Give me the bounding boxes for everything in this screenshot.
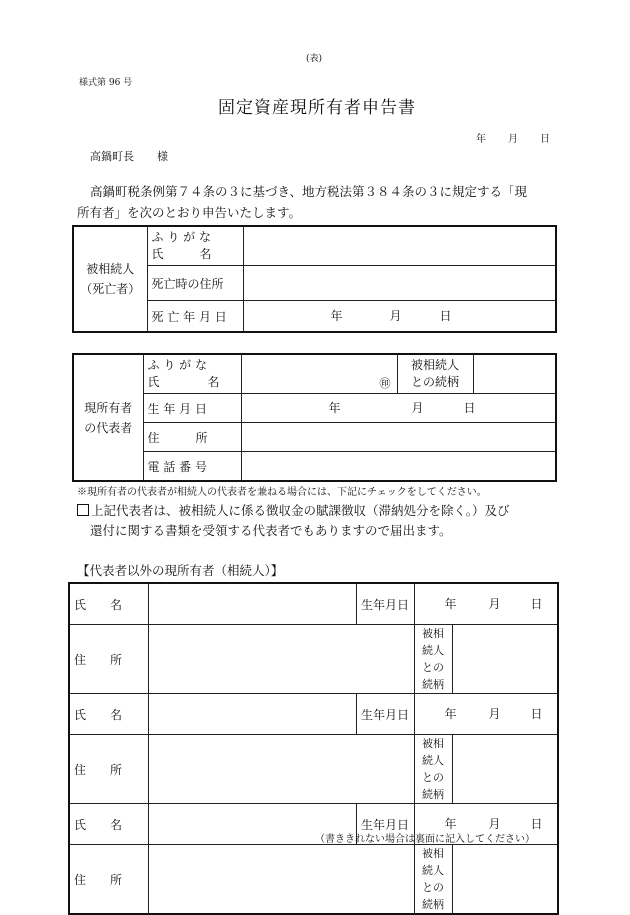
deceased-address-field[interactable] (243, 266, 556, 301)
other-name-label: 氏 名 (69, 583, 148, 625)
other-name-field[interactable] (148, 583, 356, 625)
representative-birth-field[interactable] (241, 394, 556, 423)
representative-address-field[interactable] (241, 423, 556, 452)
relation-label-1: 被相続人 (410, 358, 459, 372)
relation-label-2: との続柄 (422, 881, 444, 911)
other-birth-label: 生年月日 (356, 804, 414, 845)
deceased-label-1: 被相続人 (86, 262, 135, 276)
other-year: 年 (444, 817, 457, 831)
representative-label-1: 現所有者 (84, 400, 133, 415)
deceased-table (72, 225, 557, 333)
deceased-date-label: 死 亡 年 月 日 (147, 301, 243, 333)
representative-relation-field[interactable] (473, 354, 556, 394)
deceased-name-field[interactable] (243, 226, 556, 266)
checkbox-note: ※現所有者の代表者が相続人の代表者を兼ねる場合には、下記にチェックをしてください。 (77, 487, 487, 498)
other-year: 年 (444, 597, 457, 611)
representative-table (72, 353, 557, 482)
seal-mark: ㊞ (379, 377, 391, 390)
deceased-address-label: 死亡時の住所 (147, 266, 243, 301)
other-day: 日 (530, 597, 543, 611)
other-month: 月 (488, 597, 501, 611)
other-name-label: 氏 名 (69, 804, 148, 845)
other-address-label: 住 所 (69, 625, 148, 694)
relation-label-1: 被相続人 (422, 847, 444, 877)
deceased-label-2: （死亡者） (80, 282, 141, 296)
relation-label-2: との続柄 (422, 661, 444, 691)
intro-line-2: 所有者」を次のとおり申告いたします。 (77, 205, 302, 220)
relation-label-1: 被相続人 (422, 627, 444, 657)
submission-date-day[interactable]: 日 (540, 134, 550, 145)
other-address-field[interactable] (148, 845, 414, 915)
other-birth-field[interactable] (414, 694, 558, 735)
representative-month: 月 (411, 401, 424, 415)
other-relation-field[interactable] (452, 845, 558, 915)
other-month: 月 (488, 817, 501, 831)
representative-birth-label: 生 年 月 日 (143, 394, 241, 423)
other-name-field[interactable] (148, 694, 356, 735)
intro-line-1: 高鍋町税条例第７４条の３に基づき、地方税法第３８４条の３に規定する「現 (90, 184, 528, 199)
name-label: 氏 名 (151, 247, 212, 261)
other-relation-field[interactable] (452, 625, 558, 694)
representative-relation-label (397, 354, 473, 394)
representative-section-label (73, 354, 143, 481)
submission-date-month[interactable]: 月 (508, 134, 518, 145)
relation-label-2: との続柄 (422, 771, 444, 801)
page-title: 固定資産現所有者申告書 (218, 98, 416, 118)
representative-day: 日 (463, 401, 476, 415)
others-section-title: 【代表者以外の現所有者（相続人）】 (77, 563, 284, 578)
other-relation-label (414, 845, 452, 915)
deceased-date-field[interactable] (243, 301, 556, 333)
other-birth-label: 生年月日 (356, 583, 414, 625)
furigana-label: ふ り が な (151, 230, 211, 244)
representative-checkbox[interactable] (77, 504, 89, 516)
other-name-label: 氏 名 (69, 694, 148, 735)
other-birth-label: 生年月日 (356, 694, 414, 735)
other-relation-label (414, 625, 452, 694)
checkbox-line-1: 上記代表者は、被相続人に係る徴収金の賦課徴収（滞納処分を除く。）及び (91, 503, 510, 518)
side-label: (表) (306, 54, 323, 64)
relation-label-1: 被相続人 (422, 737, 444, 767)
name-label: 氏 名 (147, 375, 220, 389)
deceased-section-label (73, 226, 147, 332)
addressee: 高鍋町長 (90, 150, 134, 163)
other-month: 月 (488, 707, 501, 721)
deceased-year: 年 (330, 309, 343, 323)
furigana-label: ふ り が な (147, 358, 207, 372)
other-day: 日 (530, 707, 543, 721)
checkbox-line-2: 還付に関する書類を受領する代表者でもありますので届出ます。 (90, 523, 452, 538)
other-address-field[interactable] (148, 735, 414, 804)
representative-address-label: 住 所 (143, 423, 241, 452)
other-year: 年 (444, 707, 457, 721)
deceased-month: 月 (389, 309, 402, 323)
representative-label-2: の代表者 (84, 420, 133, 435)
representative-phone-field[interactable] (241, 452, 556, 482)
other-day: 日 (530, 817, 543, 831)
deceased-day: 日 (439, 309, 452, 323)
representative-name-label (143, 354, 241, 394)
others-table (68, 582, 559, 915)
representative-year: 年 (328, 401, 341, 415)
other-address-label: 住 所 (69, 845, 148, 915)
addressee-honorific: 様 (157, 150, 168, 163)
submission-date-year[interactable]: 年 (476, 134, 486, 145)
footer-note: （書ききれない場合は裏面に記入してください） (315, 834, 535, 845)
other-birth-field[interactable] (414, 583, 558, 625)
other-relation-label (414, 735, 452, 804)
relation-label-2: との続柄 (410, 375, 459, 389)
other-address-field[interactable] (148, 625, 414, 694)
representative-phone-label: 電 話 番 号 (143, 452, 241, 482)
deceased-name-label (147, 226, 243, 266)
representative-name-field[interactable] (241, 354, 397, 394)
representative-checkbox-line[interactable] (77, 504, 510, 518)
other-relation-field[interactable] (452, 735, 558, 804)
form-number: 様式第 96 号 (79, 78, 133, 88)
other-address-label: 住 所 (69, 735, 148, 804)
